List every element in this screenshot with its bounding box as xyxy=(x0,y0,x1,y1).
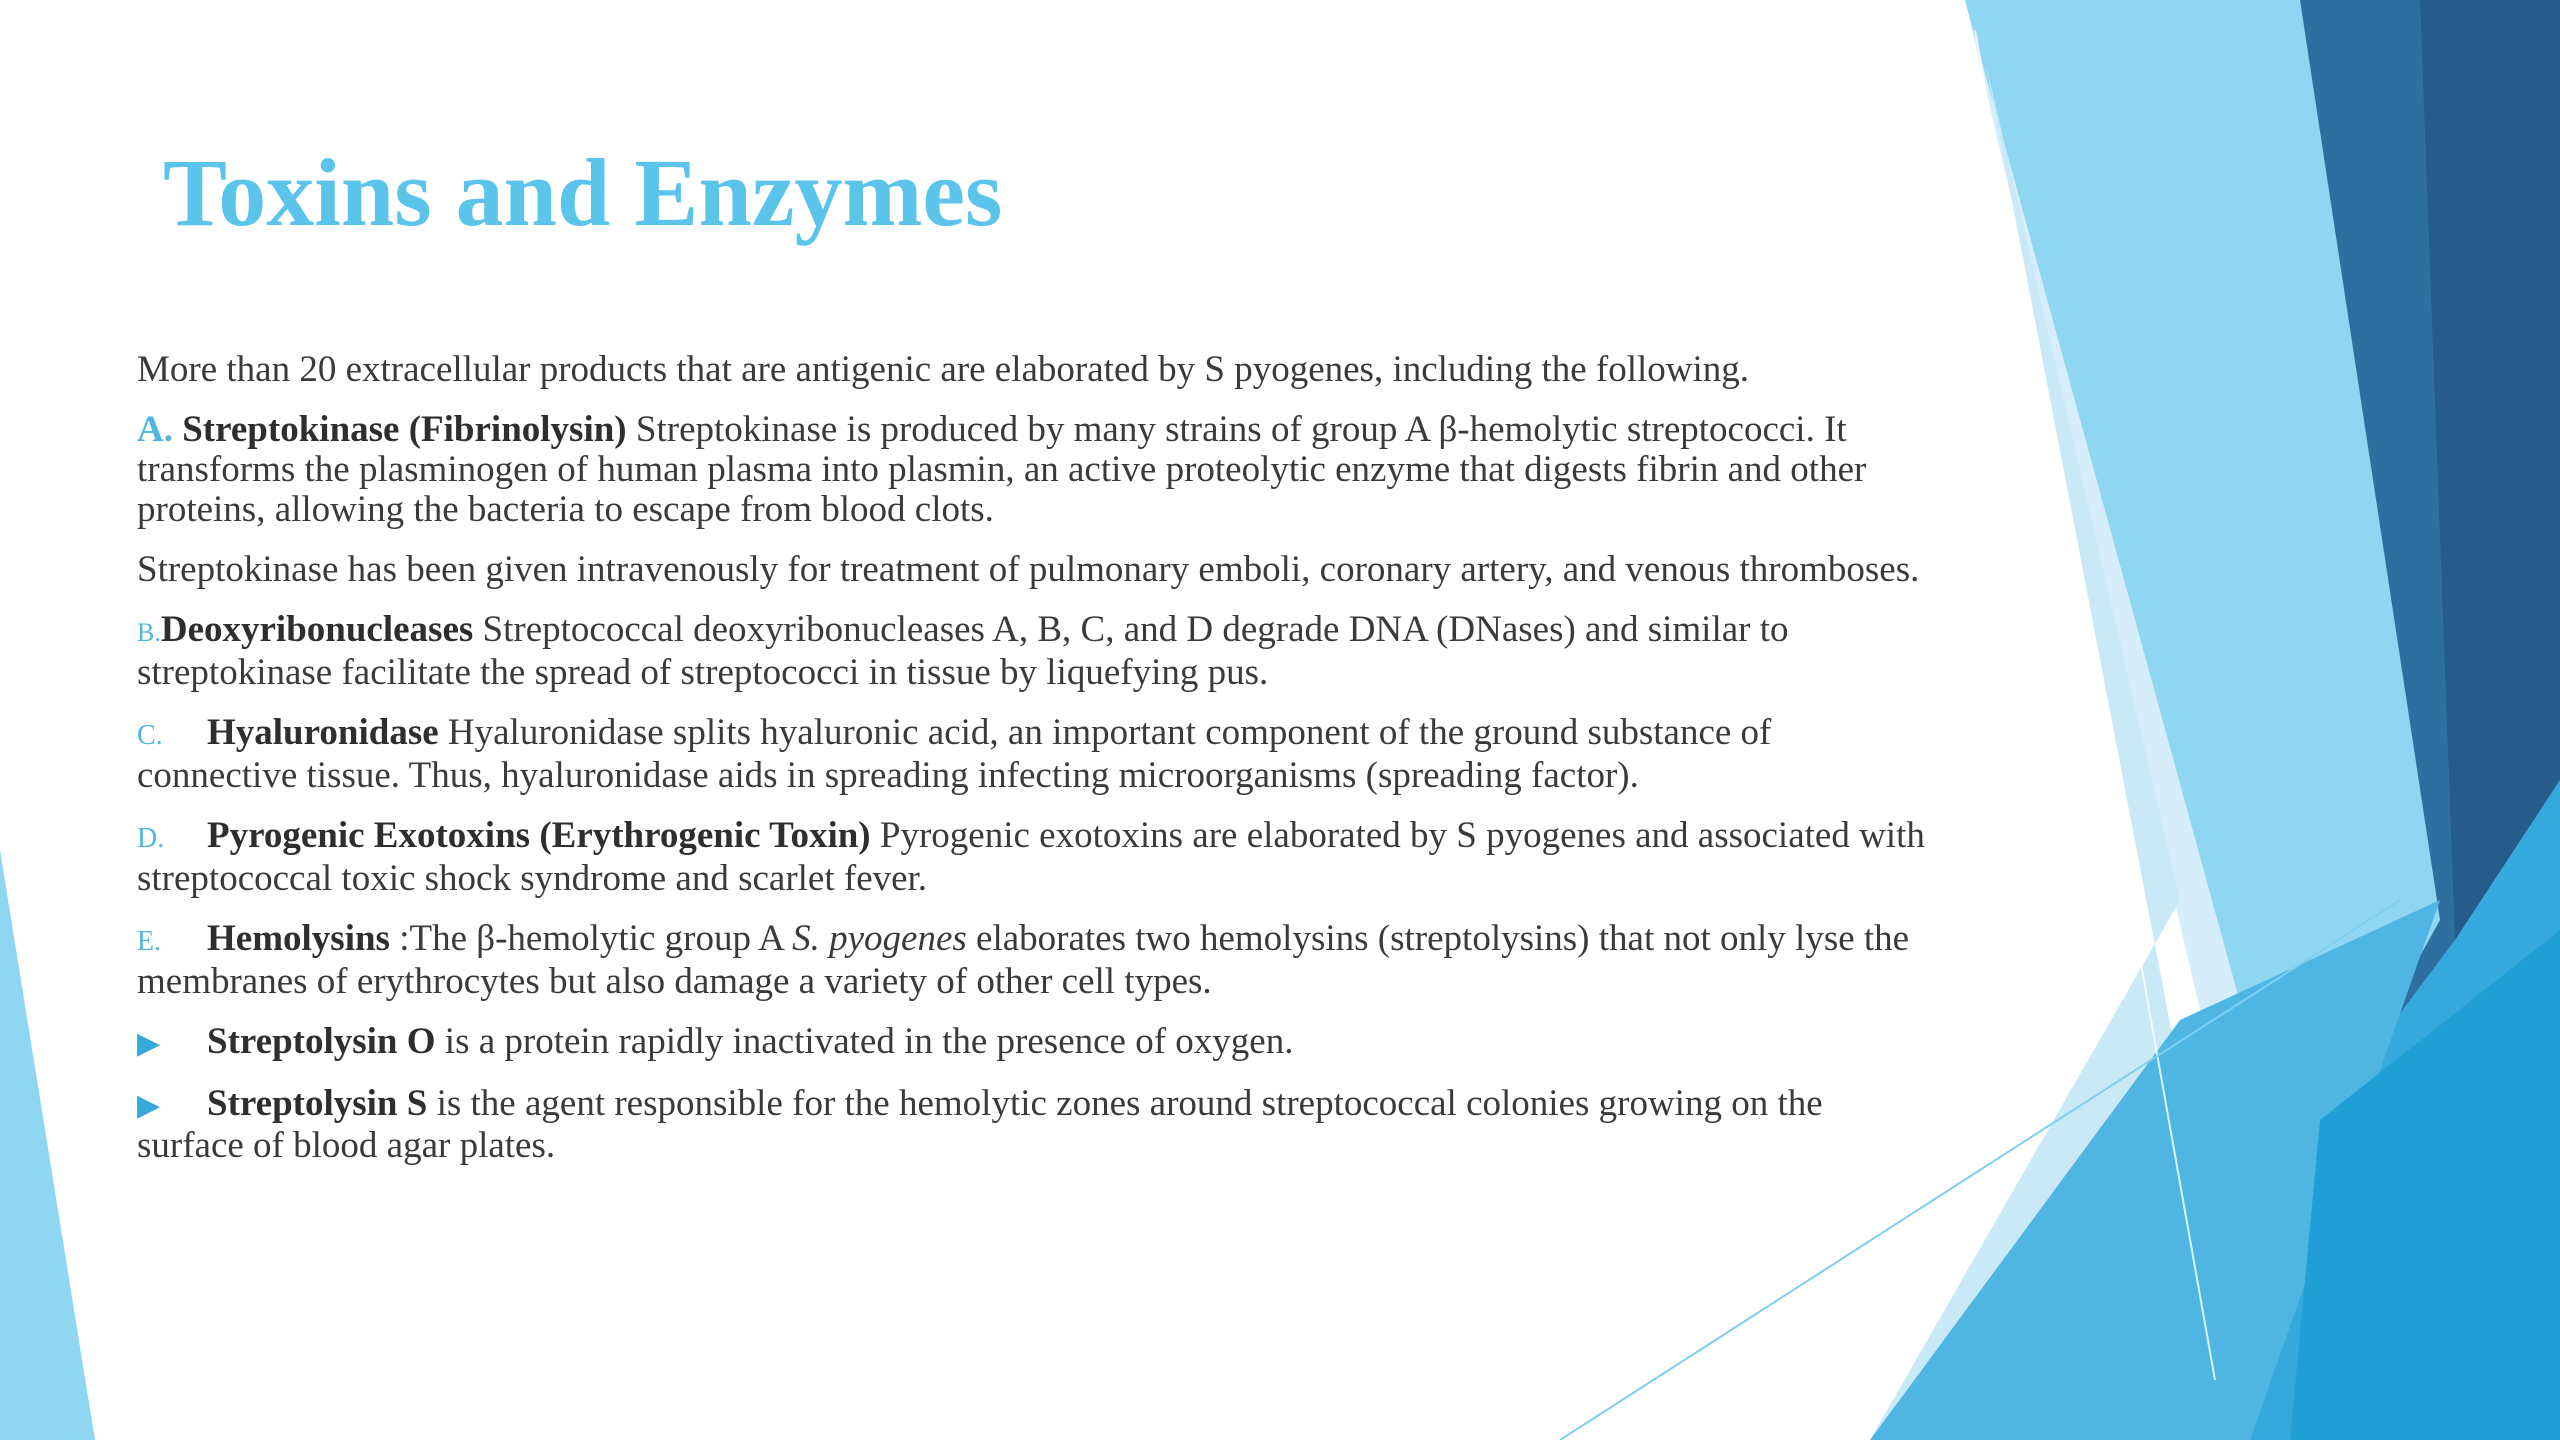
section-e-text-italic: S. pyogenes xyxy=(792,918,967,959)
bullet-1-text: is a protein rapidly inactivated in the presence of oxygen. xyxy=(435,1021,1294,1062)
bullet-streptolysin-o xyxy=(137,1022,1937,1064)
bullet-arrow-icon: ▶ xyxy=(137,1089,161,1122)
section-c-heading: Hyaluronidase xyxy=(207,712,439,753)
section-e xyxy=(137,919,1937,1002)
slide-body xyxy=(137,350,1937,1186)
section-d xyxy=(137,816,1937,899)
section-e-label: E. xyxy=(137,926,162,957)
section-e-text-before: :The β-hemolytic group A xyxy=(389,918,793,959)
section-c xyxy=(137,713,1937,796)
section-d-label: D. xyxy=(137,823,165,854)
left-accent-shape xyxy=(0,850,95,1440)
section-b-heading: Deoxyribonucleases xyxy=(160,609,474,650)
section-b-text: Streptococcal deoxyribonucleases A, B, C, and D degrade DNA (DNases) and similar to streptokinase facilitate the spread of streptococci in tissue by liquefying pus. xyxy=(137,609,1789,693)
section-a-label: A. xyxy=(137,409,173,450)
bullet-2-heading: Streptolysin S xyxy=(207,1083,428,1124)
bullet-streptolysin-s xyxy=(137,1084,1937,1166)
section-a xyxy=(137,410,1937,530)
bullet-arrow-icon: ▶ xyxy=(137,1027,161,1060)
section-e-text-after: elaborates two hemolysins (streptolysins) that not only lyse the membranes of erythrocytes but also damage a variety of other cell types. xyxy=(137,918,1910,1002)
section-a-extra: Streptokinase has been given intravenously for treatment of pulmonary emboli, coronary artery, and venous thromboses. xyxy=(137,549,1920,590)
intro-paragraph: More than 20 extracellular products that are antigenic are elaborated by S pyogenes, including the following. xyxy=(137,349,1750,390)
section-e-heading: Hemolysins xyxy=(207,918,390,959)
section-b-label: B. xyxy=(137,618,161,647)
section-d-heading: Pyrogenic Exotoxins (Erythrogenic Toxin) xyxy=(207,815,871,856)
section-a-heading: Streptokinase (Fibrinolysin) xyxy=(182,409,627,450)
bullet-1-heading: Streptolysin O xyxy=(207,1021,436,1062)
section-d-text: Pyrogenic exotoxins are elaborated by S pyogenes and associated with streptococcal toxic shock syndrome and scarlet fever. xyxy=(137,815,1925,899)
section-b xyxy=(137,610,1937,693)
section-a-text: Streptokinase is produced by many strains of group A β-hemolytic streptococci. It transforms the plasminogen of human plasma into plasmin, an active proteolytic enzyme that digests fibrin and other proteins, allowing the bacteria to escape from blood clots. xyxy=(137,409,1867,530)
section-c-label: C. xyxy=(137,720,163,751)
bullet-2-text: is the agent responsible for the hemolytic zones around streptococcal colonies growing on the surface of blood agar plates. xyxy=(137,1083,1823,1166)
section-c-text: Hyaluronidase splits hyaluronic acid, an important component of the ground substance of connective tissue. Thus, hyaluronidase aids in spreading infecting microorganisms (spreading factor). xyxy=(137,712,1772,796)
slide-title: Toxins and Enzymes xyxy=(163,139,1003,246)
